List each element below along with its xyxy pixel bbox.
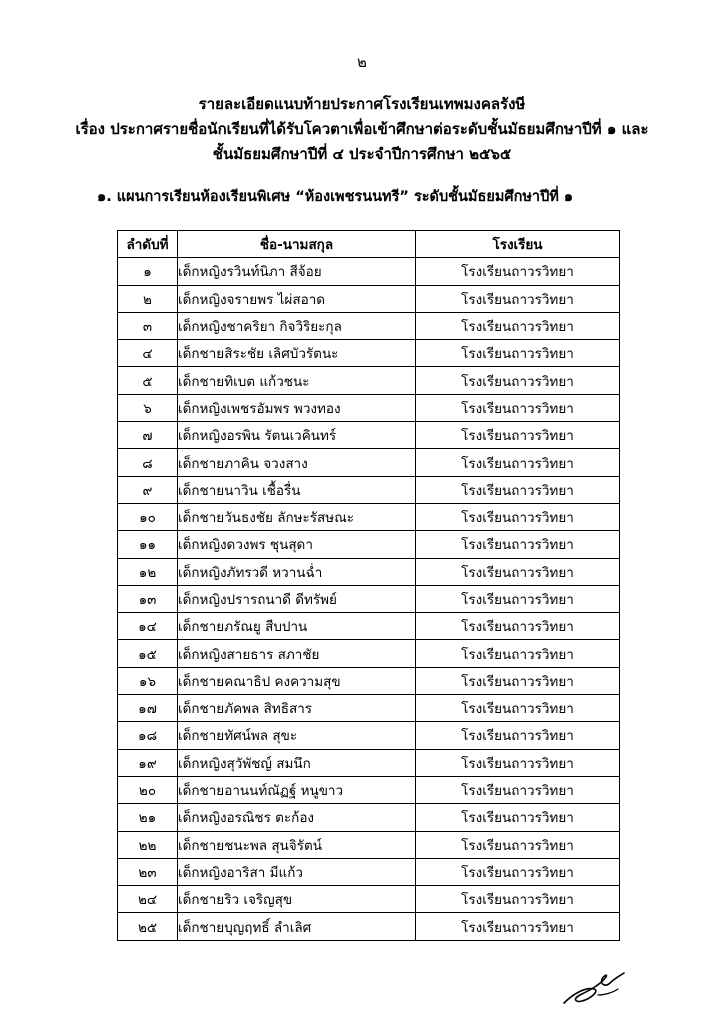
table-row [118,476,620,503]
row-school: โรงเรียนถาวรวิทยา [416,886,620,913]
row-order: ๑๖ [118,667,178,694]
row-order: ๑๕ [118,640,178,667]
row-school: โรงเรียนถาวรวิทยา [416,449,620,476]
table-row [118,695,620,722]
row-name: เด็กชายวันธงชัย ลักษะรัสษณะ [178,503,416,530]
row-school: โรงเรียนถาวรวิทยา [416,640,620,667]
row-order: ๗ [118,422,178,449]
row-order: ๑๔ [118,613,178,640]
row-school: โรงเรียนถาวรวิทยา [416,585,620,612]
row-school: โรงเรียนถาวรวิทยา [416,340,620,367]
row-order: ๔ [118,340,178,367]
row-name: เด็กชายภรัณยู สืบปาน [178,613,416,640]
row-order: ๖ [118,394,178,421]
table-row [118,749,620,776]
signature [560,965,630,1010]
row-order: ๑๓ [118,585,178,612]
table-row [118,858,620,885]
table-row [118,449,620,476]
document-subject-cont: ชั้นมัธยมศึกษาปีที่ ๔ ประจำปีการศึกษา ๒๕๖๕ [212,145,512,163]
row-school: โรงเรียนถาวรวิทยา [416,422,620,449]
row-name: เด็กหญิงสายธาร สภาชัย [178,640,416,667]
row-name: เด็กหญิงรวินท์นิภา สีจ้อย [178,258,416,285]
row-order: ๑๙ [118,749,178,776]
row-order: ๒ [118,285,178,312]
table-row [118,312,620,339]
table-row [118,394,620,421]
row-school: โรงเรียนถาวรวิทยา [416,695,620,722]
row-school: โรงเรียนถาวรวิทยา [416,312,620,339]
table-row [118,613,620,640]
row-name: เด็กหญิงปรารถนาดี ดีทรัพย์ [178,585,416,612]
header-order: ลำดับที่ [118,231,178,258]
table-header-row [118,231,620,258]
row-name: เด็กหญิงสุวัพัชญ์ สมนึก [178,749,416,776]
row-name: เด็กชายอานนท์ณัฏฐ์ หนูขาว [178,776,416,803]
row-school: โรงเรียนถาวรวิทยา [416,613,620,640]
row-school: โรงเรียนถาวรวิทยา [416,831,620,858]
row-name: เด็กชายนาวิน เชื้อรื่น [178,476,416,503]
table-row [118,340,620,367]
table-row [118,886,620,913]
row-name: เด็กหญิงจรายพร ไผ่สอาด [178,285,416,312]
table-row [118,776,620,803]
row-order: ๑ [118,258,178,285]
row-name: เด็กชายคณาธิป คงความสุข [178,667,416,694]
table-row [118,285,620,312]
row-name: เด็กชายทิเบต แก้วชนะ [178,367,416,394]
row-name: เด็กหญิงอรพิน รัตนเวคินทร์ [178,422,416,449]
table-row [118,804,620,831]
table-row [118,558,620,585]
row-order: ๒๕ [118,913,178,940]
row-school: โรงเรียนถาวรวิทยา [416,749,620,776]
table-row [118,913,620,940]
row-order: ๒๐ [118,776,178,803]
row-name: เด็กชายสิระชัย เลิศบัวรัตนะ [178,340,416,367]
header-school: โรงเรียน [416,231,620,258]
student-table [117,230,620,941]
table-row [118,503,620,530]
table-row [118,531,620,558]
row-order: ๙ [118,476,178,503]
header-name: ชื่อ-นามสกุล [178,231,416,258]
row-school: โรงเรียนถาวรวิทยา [416,394,620,421]
row-order: ๒๔ [118,886,178,913]
table-row [118,422,620,449]
row-name: เด็กชายชนะพล สุนจิรัตน์ [178,831,416,858]
row-name: เด็กชายริว เจริญสุข [178,886,416,913]
row-school: โรงเรียนถาวรวิทยา [416,476,620,503]
row-order: ๒๒ [118,831,178,858]
row-order: ๑๒ [118,558,178,585]
table-row [118,640,620,667]
row-order: ๑๐ [118,503,178,530]
page-number: ๒ [357,53,367,71]
row-order: ๘ [118,449,178,476]
row-school: โรงเรียนถาวรวิทยา [416,503,620,530]
row-school: โรงเรียนถาวรวิทยา [416,558,620,585]
row-order: ๑๗ [118,695,178,722]
row-order: ๒๑ [118,804,178,831]
table-row [118,367,620,394]
row-school: โรงเรียนถาวรวิทยา [416,776,620,803]
document-subject: เรื่อง ประกาศรายชื่อนักเรียนที่ได้รับโควตาเพื่อเข้าศึกษาต่อระดับชั้นมัธยมศึกษาปีที่ ๑ และ [75,120,649,138]
row-order: ๓ [118,312,178,339]
table-row [118,585,620,612]
row-name: เด็กชายภาคิน จวงสาง [178,449,416,476]
row-order: ๕ [118,367,178,394]
row-name: เด็กชายบุญฤทธิ์ ลำเลิศ [178,913,416,940]
table-row [118,667,620,694]
row-order: ๑๘ [118,722,178,749]
row-name: เด็กชายภัคพล สิทธิสาร [178,695,416,722]
row-name: เด็กหญิงเพชรอัมพร พวงทอง [178,394,416,421]
table-body [118,258,620,940]
row-school: โรงเรียนถาวรวิทยา [416,285,620,312]
row-school: โรงเรียนถาวรวิทยา [416,913,620,940]
section-title: ๑. แผนการเรียนห้องเรียนพิเศษ “ห้องเพชรนนทรี” ระดับชั้นมัธยมศึกษาปีที่ ๑ [97,189,574,205]
row-name: เด็กหญิงอาริสา มีแก้ว [178,858,416,885]
row-order: ๒๓ [118,858,178,885]
row-name: เด็กหญิงชาคริยา กิจวิริยะกุล [178,312,416,339]
row-school: โรงเรียนถาวรวิทยา [416,722,620,749]
row-name: เด็กหญิงอรณิชร ตะก้อง [178,804,416,831]
row-school: โรงเรียนถาวรวิทยา [416,258,620,285]
row-name: เด็กหญิงดวงพร ชุนสุดา [178,531,416,558]
row-order: ๑๑ [118,531,178,558]
table-row [118,722,620,749]
table-row [118,258,620,285]
row-school: โรงเรียนถาวรวิทยา [416,531,620,558]
row-school: โรงเรียนถาวรวิทยา [416,804,620,831]
row-school: โรงเรียนถาวรวิทยา [416,667,620,694]
row-name: เด็กชายทัศน์พล สุขะ [178,722,416,749]
table-row [118,831,620,858]
row-school: โรงเรียนถาวรวิทยา [416,858,620,885]
document-title: รายละเอียดแนบท้ายประกาศโรงเรียนเทพมงคลรังษี [198,95,526,113]
row-name: เด็กหญิงภัทรวดี หวานฉ่ำ [178,558,416,585]
row-school: โรงเรียนถาวรวิทยา [416,367,620,394]
